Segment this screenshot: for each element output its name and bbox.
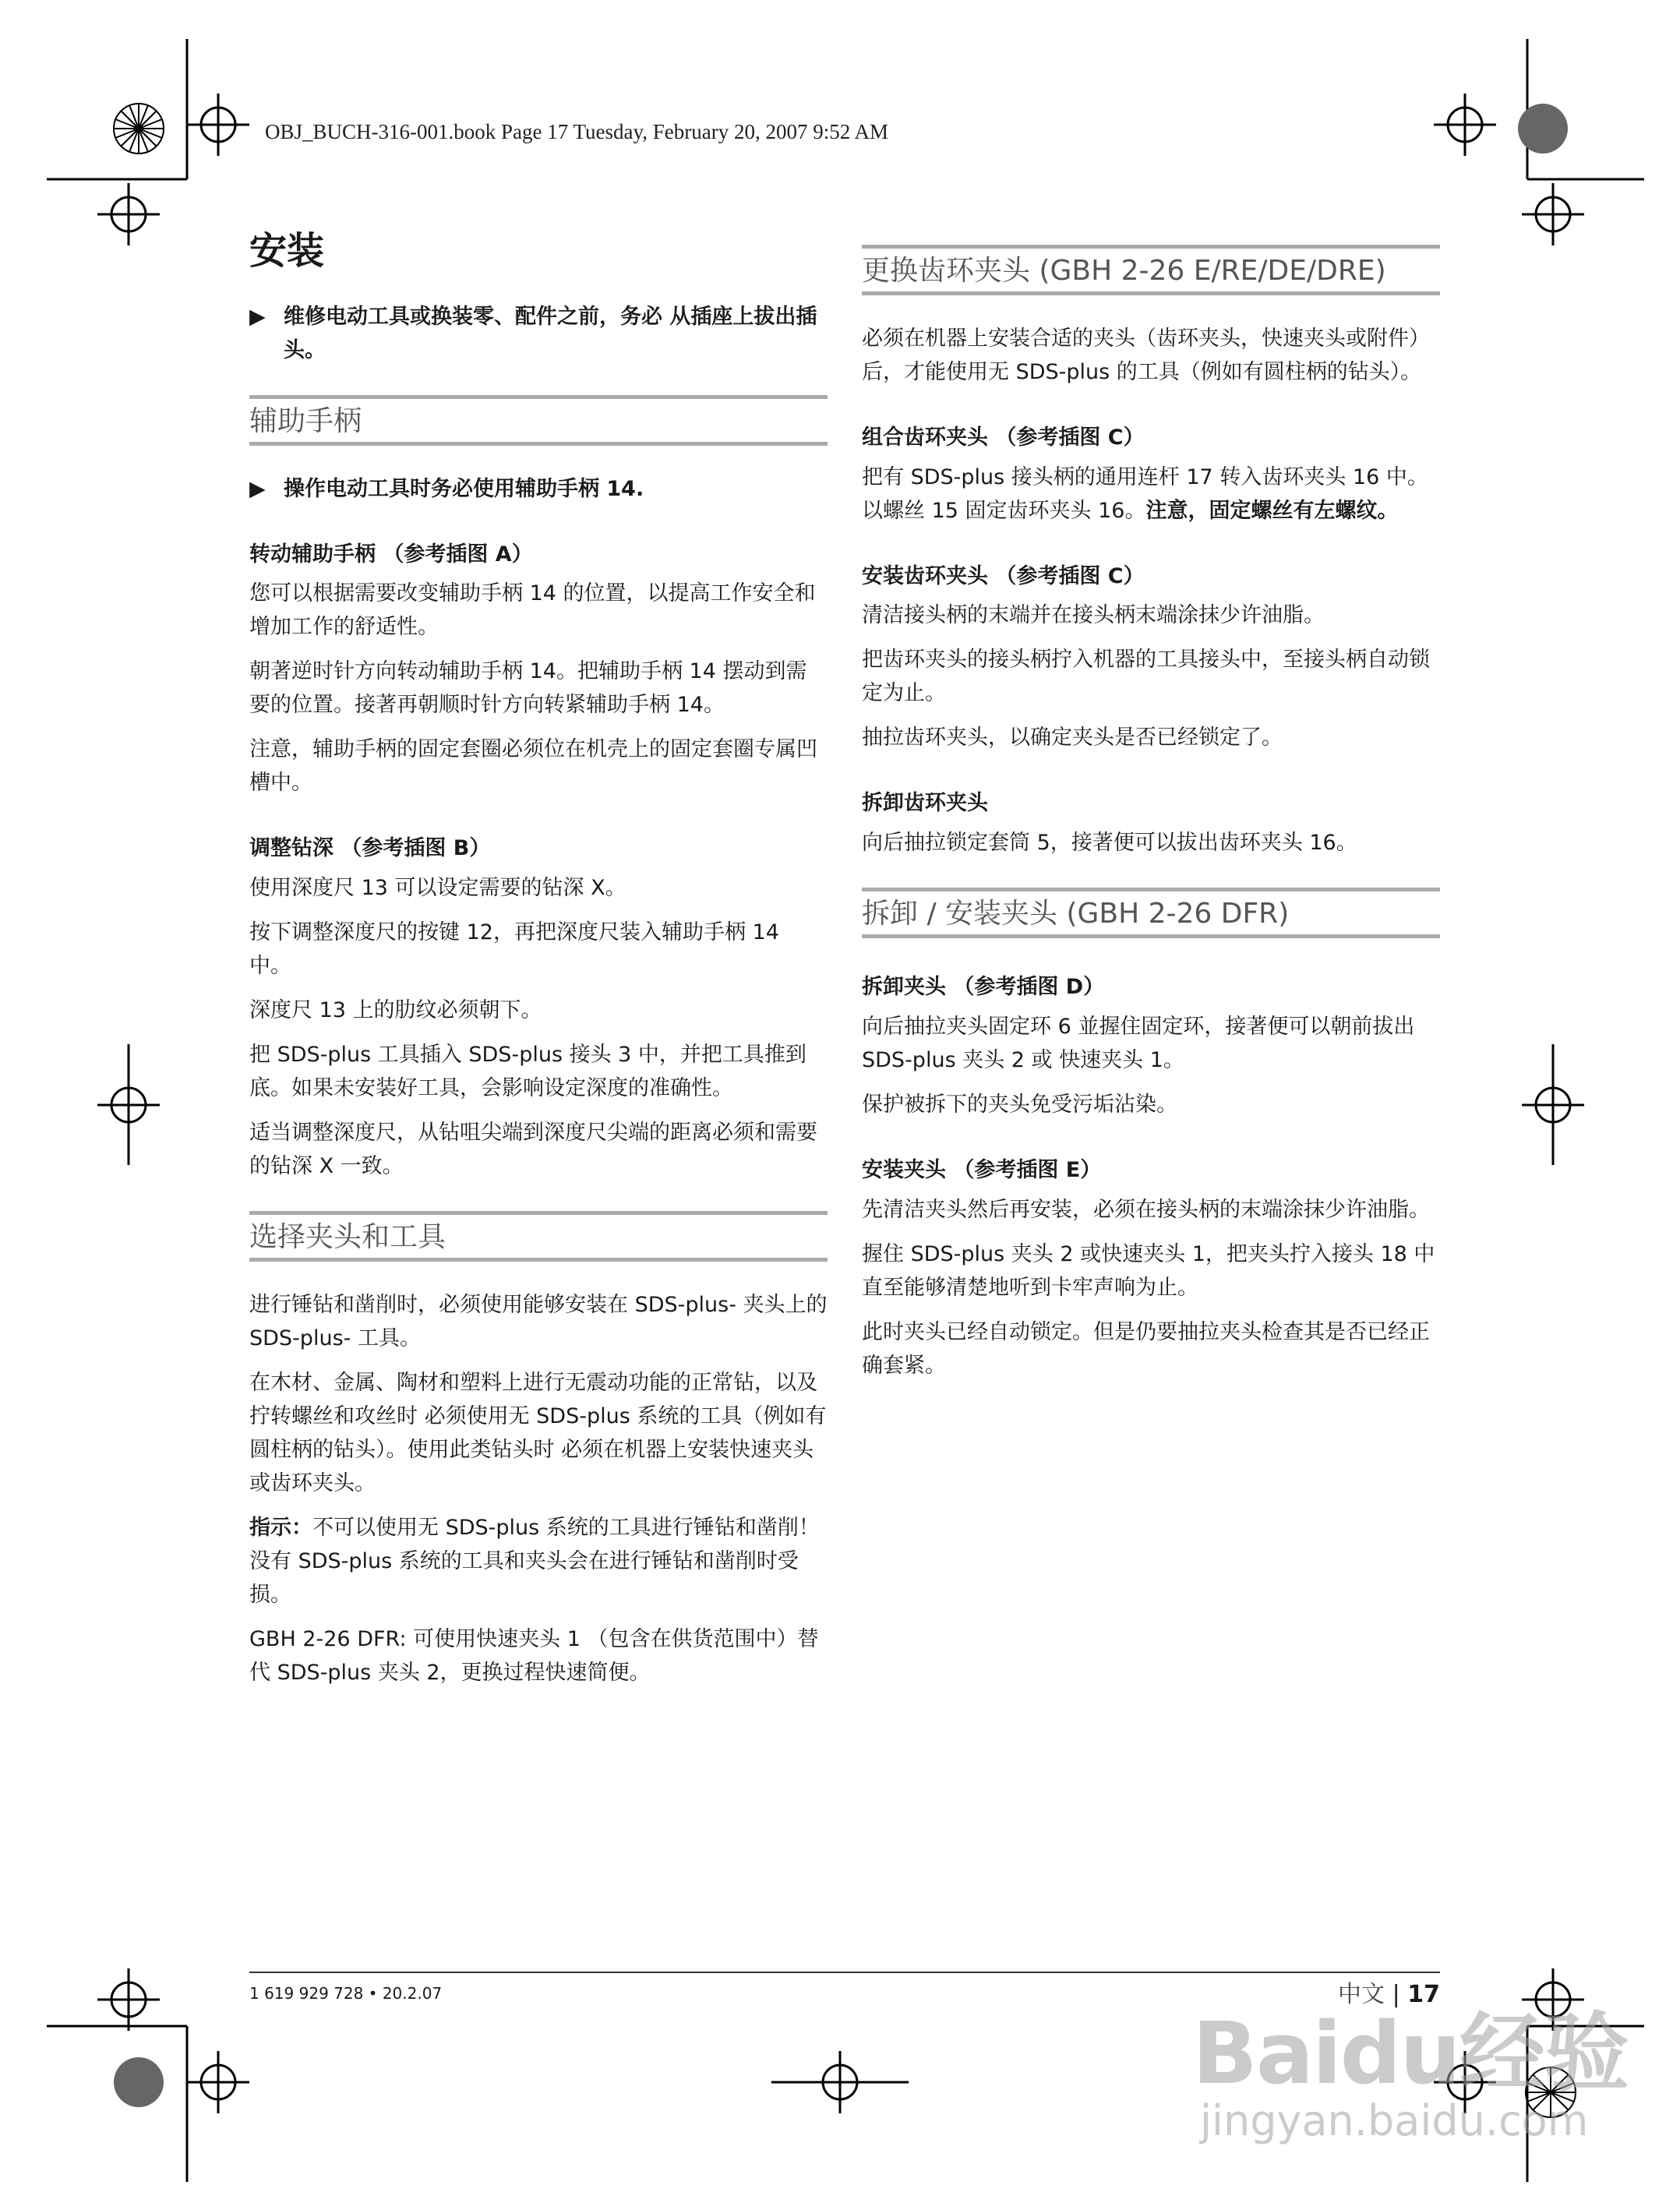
paragraph: 此时夹头已经自动锁定。但是仍要抽拉夹头检查其是否已经正确套紧。 [862,1319,1430,1378]
paragraph: 抽拉齿环夹头，以确定夹头是否已经锁定了。 [862,725,1283,750]
subsection-depth: 调整钻深 （参考插图 B） [249,836,491,861]
registration-target-lb [97,1968,160,2031]
paragraph: 保护被拆下的夹头免受污垢沾染。 [862,1092,1177,1117]
registration-target-rm [1522,1044,1584,1165]
paragraph: 把齿环夹头的接头柄拧入机器的工具接头中，至接头柄自动锁定为止。 [862,648,1430,706]
subsection-remove-chuck: 拆卸夹头 （参考插图 D） [862,974,1105,999]
gray-disc-bl [114,2057,164,2107]
subsection-combine-chuck: 组合齿环夹头 （参考插图 C） [862,425,1145,450]
paragraph: 适当调整深度尺，从钻咀尖端到深度尺尖端的距离必须和需要的钻深 X 一致。 [249,1121,817,1179]
paragraph: GBH 2-26 DFR: 可使用快速夹头 1 （包含在供货范围中）替代 SDS-plus 夹头 2，更换过程快速简便。 [249,1626,819,1685]
paragraph: 您可以根据需要改变辅助手柄 14 的位置，以提高工作安全和增加工作的舒适性。 [249,581,816,640]
triangle-bullet-icon: ▶ [249,476,266,501]
paragraph: 使用深度尺 13 可以设定需要的钻深 X。 [249,876,626,901]
paragraph: 清洁接头柄的末端并在接头柄末端涂抹少许油脂。 [862,603,1325,628]
print-header: OBJ_BUCH-316-001.book Page 17 Tuesday, February 20, 2007 9:52 AM [265,120,889,143]
section-select-chuck: 选择夹头和工具 [249,1211,828,1262]
paragraph: 朝著逆时针方向转动辅助手柄 14。把辅助手柄 14 摆动到需要的位置。接著再朝顺时针方向转紧辅助手柄 14。 [249,659,807,718]
paragraph: 先清洁夹头然后再安装，必须在接头柄的末端涂抹少许油脂。 [862,1197,1430,1222]
paragraph: 按下调整深度尺的按键 12，再把深度尺装入辅助手柄 14 中。 [249,920,779,979]
starburst-tl [114,104,164,154]
baidu-watermark [1192,2003,1660,2147]
registration-target-bc [771,2051,909,2113]
paragraph: 注意，辅助手柄的固定套圈必须位在机壳上的固定套圈专属凹槽中。 [249,737,817,796]
triangle-bullet-icon: ▶ [249,304,266,329]
paragraph: 握住 SDS-plus 夹头 2 或快速夹头 1，把夹头拧入接头 18 中直至能够清楚地听到卡牢声响为止。 [862,1241,1435,1300]
page-title: 安装 [249,229,325,273]
watermark-url: jingyan.baidu.com [1200,2096,1589,2145]
paragraph: 深度尺 13 上的肋纹必须朝下。 [249,998,542,1023]
subsection-install-gear-chuck: 安装齿环夹头 （参考插图 C） [862,563,1145,588]
section-change-gear-chuck: 更换齿环夹头 (GBH 2-26 E/RE/DE/DRE) [862,245,1440,295]
note-paragraph: 指示：不可以使用无 SDS-plus 系统的工具进行锤钻和凿削！没有 SDS-plus 系统的工具和夹头会在进行锤钻和凿削时受损。 [249,1515,820,1607]
subsection-remove-gear-chuck: 拆卸齿环夹头 [862,791,988,816]
section-aux-handle: 辅助手柄 [249,395,828,446]
right-column [862,231,1440,1393]
section-dfr-chuck: 拆卸 / 安装夹头 (GBH 2-26 DFR) [862,888,1440,938]
registration-target-tl [187,94,249,156]
note-label: 指示： [249,1515,312,1540]
footer-language: 中文 [1338,1981,1385,2008]
paragraph: 向后抽拉锁定套筒 5，接著便可以拔出齿环夹头 16。 [862,831,1357,856]
gray-disc-tr [1518,104,1568,154]
page-number: 17 [1407,1981,1440,2008]
footer-code: 1 619 929 728 • 20.2.07 [249,1984,443,2003]
registration-target-bl [187,2051,249,2113]
registration-target-rt [1522,183,1584,245]
registration-target-lt [97,183,160,245]
paragraph: 把有 SDS-plus 接头柄的通用连杆 17 转入齿环夹头 16 中。以螺丝 15 固定齿环夹头 16。注意，固定螺丝有左螺纹。 [862,464,1428,523]
registration-target-tr [1434,94,1496,156]
paragraph: 进行锤钻和凿削时，必须使用能够安装在 SDS-plus- 夹头上的 SDS-plus- 工具。 [249,1292,828,1350]
paragraph: 把 SDS-plus 工具插入 SDS-plus 接头 3 中，并把工具推到底。如果未安装好工具，会影响设定深度的准确性。 [249,1043,806,1101]
watermark-brand: Baidu经验 [1192,2003,1628,2103]
warning-bullet: ▶ 维修电动工具或换装零、配件之前，务必 从插座上拔出插头。 [249,300,828,367]
subsection-rotate-handle: 转动辅助手柄 （参考插图 A） [249,542,533,567]
left-column [249,231,828,1700]
paragraph: 向后抽拉夹头固定环 6 並握住固定环，接著便可以朝前拔出 SDS-plus 夹头 2 或 快速夹头 1。 [862,1014,1415,1072]
registration-target-lm [97,1044,160,1165]
aux-handle-bullet: ▶ 操作电动工具时务必使用辅助手柄 14. [249,472,828,506]
paragraph: 在木材、金属、陶材和塑料上进行无震动功能的正常钻，以及拧转螺丝和攻丝时 必须使用无 SDS-plus 系统的工具（例如有圆柱柄的钻头）。使用此类钻头时 必须在机器上安装快速夹头或齿环夹头。 [249,1370,827,1495]
footer-separator: | [1392,1981,1408,2008]
paragraph: 必须在机器上安装合适的夹头（齿环夹头，快速夹头或附件）后，才能使用无 SDS-plus 的工具（例如有圆柱柄的钻头）。 [862,326,1430,384]
subsection-install-chuck: 安装夹头 （参考插图 E） [862,1157,1102,1182]
footer-rule [249,1972,1440,1973]
